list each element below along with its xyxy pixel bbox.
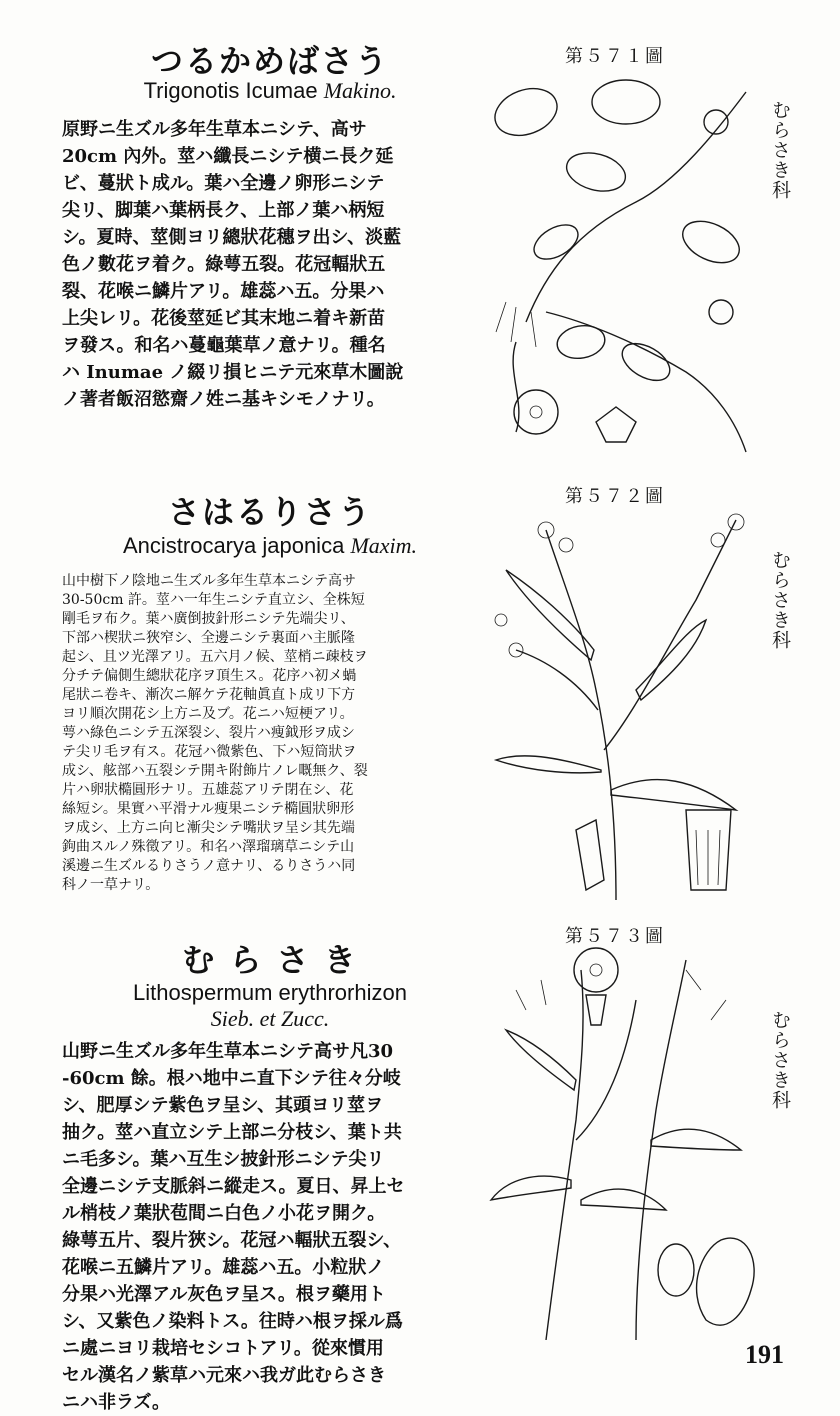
figure-573-illustration xyxy=(486,940,766,1340)
entry-2-family-label: むらさき科 xyxy=(769,550,791,650)
entry-3-family-label: むらさき科 xyxy=(769,1010,791,1110)
entry-2-latin-name xyxy=(60,533,480,559)
entry-3-title: む ら さ き xyxy=(182,941,358,979)
entry-1-latin-genus-species: Trigonotis Icumae xyxy=(143,78,318,103)
entry-3-latin-author-line xyxy=(60,1006,480,1032)
entry-2-title: さはるりさう xyxy=(167,493,372,531)
figure-573-label: 第５７３圖 xyxy=(565,926,665,947)
page-number: 191 xyxy=(745,1340,784,1369)
figure-572-illustration xyxy=(486,510,766,900)
entry-3-latin-name: Lithospermum erythrorhizon xyxy=(133,980,407,1005)
entry-3-latin-author: Sieb. et Zucc. xyxy=(210,1006,330,1031)
entry-1-title: つるかめばさう xyxy=(150,42,389,80)
figure-571-illustration xyxy=(486,72,766,462)
entry-2-description: 山中樹下ノ陰地ニ生ズル多年生草本ニシテ高サ 30-50cm 許。莖ハ一年生ニシテ直立シ、全株短 剛毛ヲ布ク。葉ハ廣倒披針形ニシテ先端尖リ、 下部ハ楔狀ニ狹窄シ、全邊ニシテ裏面ハ主脈隆 起シ、且ツ光澤アリ。五六月ノ候、莖梢ニ疎枝ヲ 分チテ偏側生總狀花序ヲ頂生ス。花序ハ初メ蝸 尾狀ニ卷キ、漸次ニ解ケテ花軸眞直ト成リ下方 ヨリ順次開花シ上方ニ及ブ。花ニハ短梗アリ。 萼ハ綠色ニシテ五深裂シ、裂片ハ痩鉞形ヲ成シ テ尖リ毛ヲ有ス。花冠ハ微紫色、下ハ短筒狀ヲ 成シ、舷部ハ五裂シテ開キ附飾片ノレ嘅無ク、裂 片ハ卵狀橢圓形ナリ。五雄蕊アリテ閉在シ、花 絲短シ。果實ハ平滑ナル痩果ニシテ橢圓狀卵形 ヲ成シ、上方ニ向ヒ漸尖シテ嘴狀ヲ呈シ其先端 鉤曲スルノ殊徵アリ。和名ハ澤瑠璃草ニシテ山 溪邊ニ生ズルるりさうノ意ナリ、るりさうハ同 科ノ一草ナリ。 xyxy=(62,573,368,893)
figure-571-label: 第５７１圖 xyxy=(565,46,665,67)
entry-2-latin-genus-species: Ancistrocarya japonica xyxy=(122,533,345,558)
figure-572-label: 第５７２圖 xyxy=(565,486,665,507)
entry-3-description: 山野ニ生ズル多年生草本ニシテ高サ凡30 -60cm 餘。根ハ地中ニ直下シテ往々分岐 シ、肥厚シテ紫色ヲ呈シ、其頭ヨリ莖ヲ 抽ク。莖ハ直立シテ上部ニ分枝シ、葉ト共 ニ毛多シ。葉ハ互生シ披針形ニシテ尖リ 全邊ニシテ支脈斜ニ縱走ス。夏日、昇上セ ル梢枝ノ葉狀苞間ニ白色ノ小花ヲ開ク。 綠萼五片、裂片狹シ。花冠ハ輻狀五裂シ、 花喉ニ五鱗片アリ。雄蕊ハ五。小粒狀ノ 分果ハ光澤アル灰色ヲ呈ス。根ヲ藥用ト シ、又紫色ノ染料トス。往時ハ根ヲ採ル爲 ニ處ニヨリ栽培セシコトアリ。從來慣用 セル漢名ノ紫草ハ元來ハ我ガ此むらさき ニハ非ラズ。 xyxy=(62,1041,405,1413)
entry-1-latin-author: Makino. xyxy=(323,78,397,103)
entry-1-latin-name xyxy=(60,78,480,104)
entry-1-family-label: むらさき科 xyxy=(769,100,791,200)
entry-2-latin-author: Maxim. xyxy=(350,533,418,558)
entry-1-description: 原野ニ生ズル多年生草本ニシテ、高サ 20cm 內外。莖ハ纖長ニシテ横ニ長ク延 ビ、蔓狀ト成ル。葉ハ全邊ノ卵形ニシテ 尖リ、脚葉ハ葉柄長ク、上部ノ葉ハ柄短 シ。夏時、莖側ヨリ總狀花穗ヲ出シ、淡藍 色ノ數花ヲ着ク。綠萼五裂。花冠輻狀五 裂、花喉ニ鱗片アリ。雄蕊ハ五。分果ハ 上尖レリ。花後莖延ビ其末地ニ着キ新苗 ヲ發ス。和名ハ蔓龜葉草ノ意ナリ。種名 ハ Inumae ノ綴リ損ヒニテ元來草木圖說 ノ著者飯沼慾齋ノ姓ニ基キシモノナリ。 xyxy=(62,119,404,410)
